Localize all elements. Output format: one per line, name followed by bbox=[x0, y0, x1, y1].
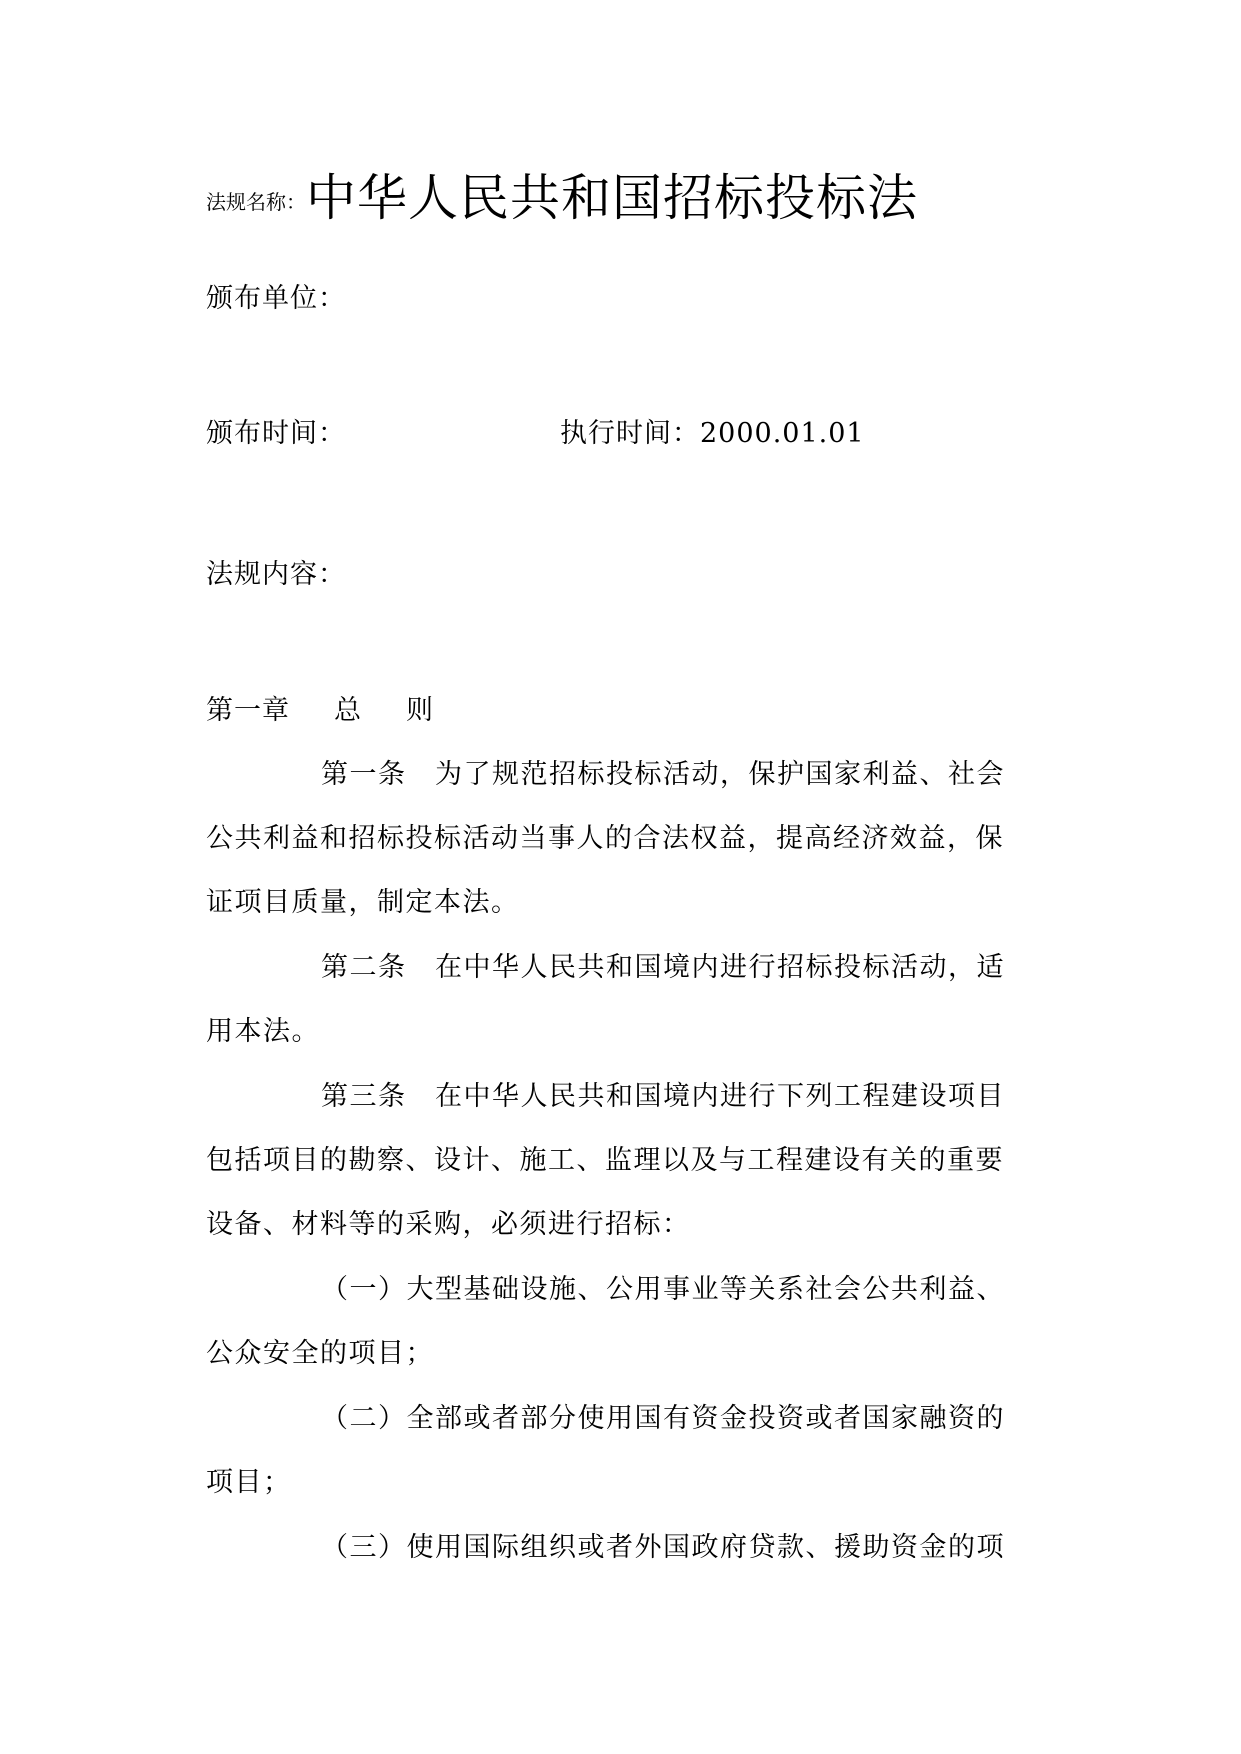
article-line: 公众安全的项目； bbox=[206, 1338, 434, 1369]
article-line: 设备、材料等的采购，必须进行招标： bbox=[206, 1209, 691, 1240]
article-line: 第一条 为了规范招标投标活动，保护国家利益、社会 bbox=[321, 759, 1005, 790]
article-line: （一）大型基础设施、公用事业等关系社会公共利益、 bbox=[321, 1274, 1005, 1305]
issue-date-label: 颁布时间： bbox=[206, 418, 346, 449]
content-label: 法规内容： bbox=[206, 559, 346, 590]
title-label: 法规名称： bbox=[206, 190, 306, 214]
effective-date-label: 执行时间： bbox=[560, 418, 700, 449]
chapter-number: 第一章 bbox=[206, 695, 290, 726]
regulation-title: 中华人民共和国招标投标法 bbox=[306, 169, 918, 227]
article-line: 公共利益和招标投标活动当事人的合法权益，提高经济效益，保 bbox=[206, 823, 1004, 854]
article-line: （三）使用国际组织或者外国政府贷款、援助资金的项 bbox=[321, 1532, 1005, 1563]
article-line: 包括项目的勘察、设计、施工、监理以及与工程建设有关的重要 bbox=[206, 1145, 1004, 1176]
chapter-heading bbox=[206, 688, 434, 727]
chapter-name-part1: 总 bbox=[334, 695, 362, 726]
issuer-label: 颁布单位： bbox=[206, 283, 346, 314]
article-line: （二）全部或者部分使用国有资金投资或者国家融资的 bbox=[321, 1403, 1005, 1434]
effective-date bbox=[560, 411, 865, 450]
article-line: 第三条 在中华人民共和国境内进行下列工程建设项目 bbox=[321, 1081, 1005, 1112]
article-line: 用本法。 bbox=[206, 1016, 320, 1047]
article-line: 证项目质量，制定本法。 bbox=[206, 887, 520, 918]
regulation-title-row bbox=[206, 158, 918, 230]
article-line: 第二条 在中华人民共和国境内进行招标投标活动，适 bbox=[321, 952, 1005, 983]
chapter-name-part2: 则 bbox=[406, 695, 434, 726]
article-line: 项目； bbox=[206, 1467, 292, 1498]
effective-date-value: 2000.01.01 bbox=[700, 418, 865, 449]
